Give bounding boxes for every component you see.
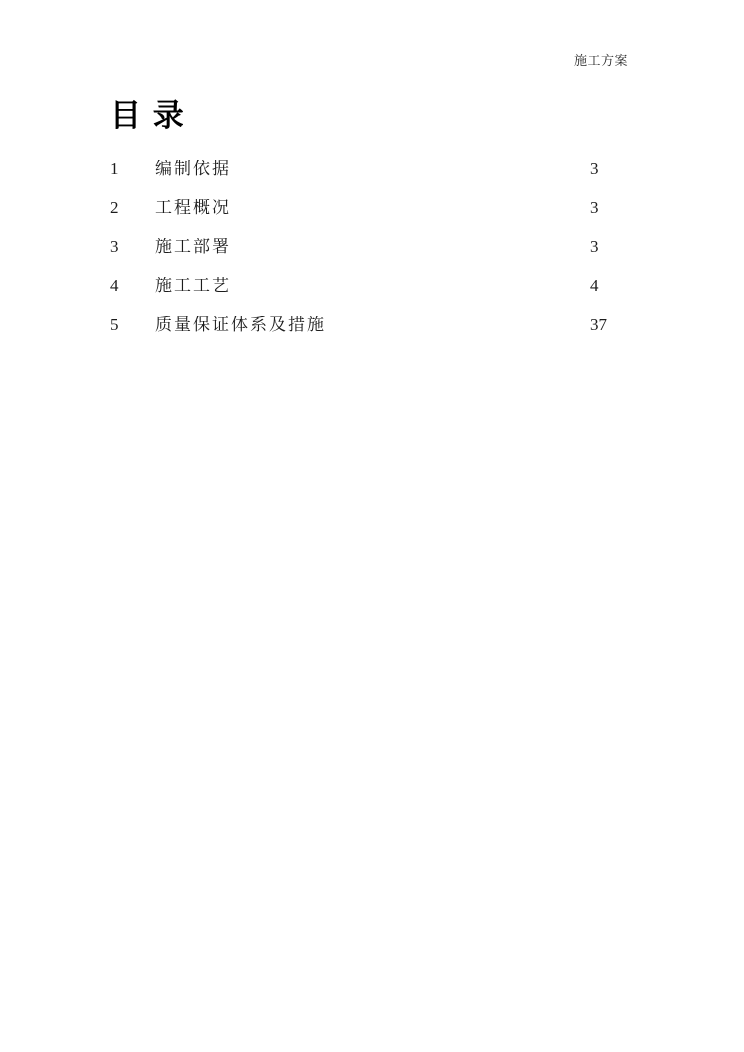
- toc-entry-5[interactable]: [110, 305, 622, 344]
- toc-entry-label: 编制依据: [155, 160, 231, 177]
- toc-entry-3[interactable]: [110, 227, 622, 266]
- toc-entry-number: 1: [110, 159, 119, 178]
- toc-entry-page: 4: [590, 276, 599, 295]
- toc-entry-number: 3: [110, 237, 119, 256]
- toc-entry-number: 2: [110, 198, 119, 217]
- toc-entry-label: 质量保证体系及措施: [155, 316, 326, 333]
- toc-entry-page: 3: [590, 198, 599, 217]
- toc-entry-label: 施工工艺: [155, 277, 231, 294]
- toc-entry-1[interactable]: [110, 149, 622, 188]
- toc-title: 目 录: [110, 98, 186, 133]
- page-header: [0, 54, 628, 67]
- toc-entry-page: 3: [590, 159, 599, 178]
- toc-entry-number: 5: [110, 315, 119, 334]
- toc-entry-2[interactable]: [110, 188, 622, 227]
- toc-entry-label: 工程概况: [155, 199, 231, 216]
- toc-entry-label: 施工部署: [155, 238, 231, 255]
- header-doc-type-label: 施工方案: [573, 53, 628, 68]
- toc-list: [110, 149, 622, 344]
- toc-entry-4[interactable]: [110, 266, 622, 305]
- toc-entry-page: 3: [590, 237, 599, 256]
- toc-entry-number: 4: [110, 276, 119, 295]
- toc-entry-page: 37: [590, 315, 607, 334]
